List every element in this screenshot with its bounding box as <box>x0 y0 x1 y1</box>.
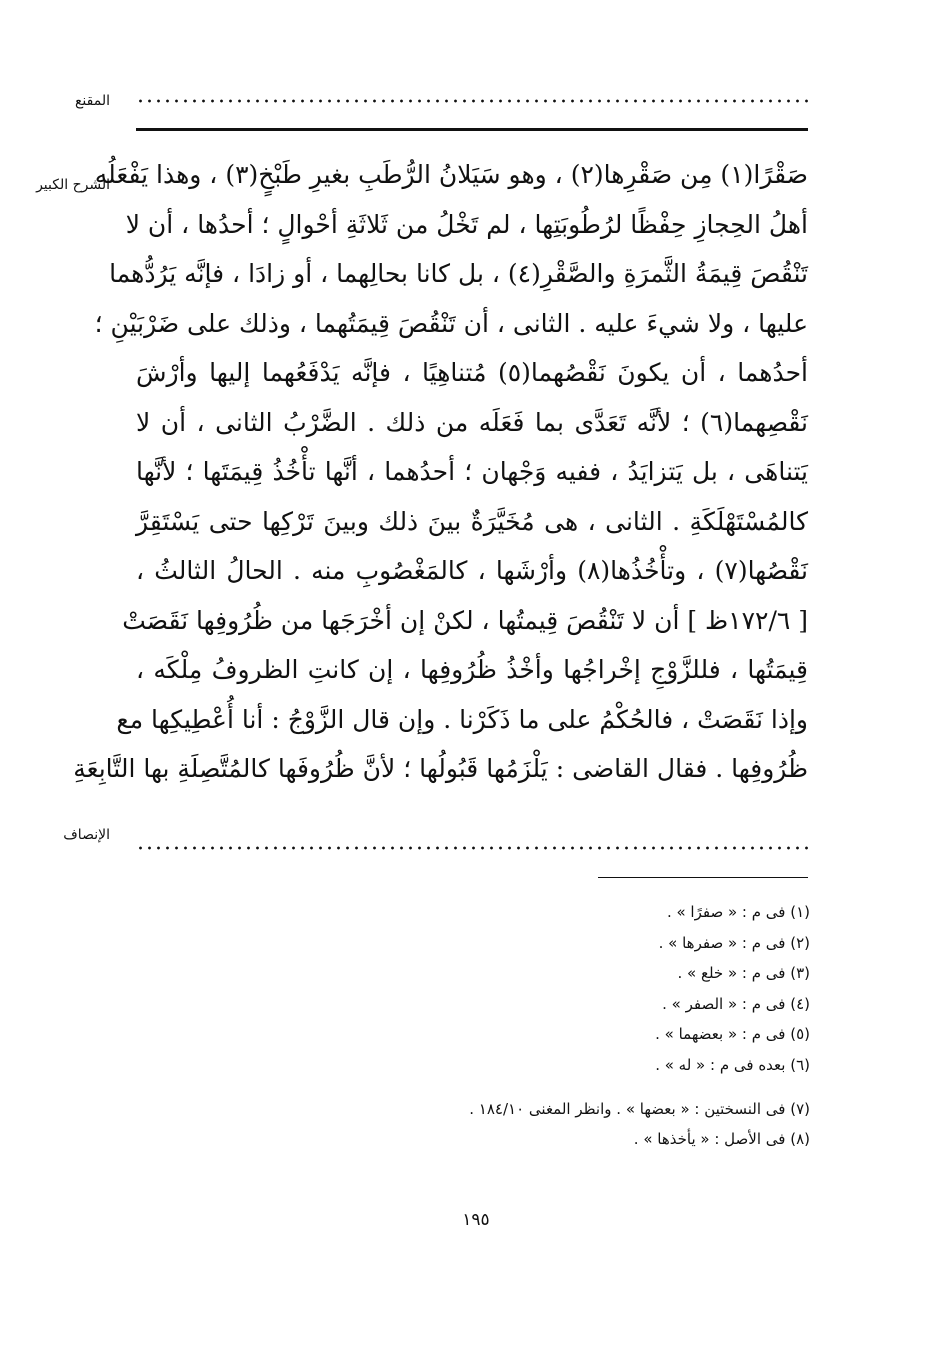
footnote: (٧) فى النسختين : « بعضها » . وانظر المغنى ١٨٤/١٠ . <box>469 1099 810 1118</box>
footnote: (٣) فى م : « خلع » . <box>677 964 810 983</box>
footnote: (١) فى م : « صفرًا » . <box>666 903 810 921</box>
text-line: أحدُهما ، أن يكونَ نَقْصُهما(٥) مُتناهِيًا ، فإنَّه يَدْفَعُهما إليها وأرْشَ <box>136 358 808 387</box>
footnotes-block <box>420 897 810 1155</box>
text-line: يَتناهَى ، بل يَتزايَدُ ، ففيه وَجْهان ؛ أحدُهما ، أنَّها تأْخُذُ قِيمَتَها ؛ لأنَّها <box>136 457 808 486</box>
text-line: تَنْقُصَ قِيمَةُ الثَّمرَةِ والصَّقْرِ(٤) ، بل كانا بحالِهما ، أو زادَا ، فإنَّه يَرُدُّهما <box>109 259 808 288</box>
header-dotted-line <box>136 99 808 103</box>
text-line: نَقْصُها(٧) ، وتأْخُذُها(٨) وأرْشَها ، كالمَغْصُوبِ منه . الحالُ الثالثُ ، <box>136 556 808 585</box>
side-label-sharh: الشرح الكبير <box>36 177 110 193</box>
footnote: (٢) فى م : « صفرها » . <box>658 933 810 952</box>
text-line: قِيمَتُها ، فللزَّوْجِ إخْراجُها وأخْذُ ظُرُوفِها ، إن كانتِ الظروفُ مِلْكَه ، <box>136 655 808 684</box>
footnote-separator <box>598 877 808 878</box>
text-line: صَقْرًا(١) مِن صَقْرِها(٢) ، وهو سَيَلانُ الرُّطَبِ بغيرِ طَبْخٍ(٣) ، وهذا يَفْعَلُه <box>94 160 808 189</box>
text-line: عليها ، ولا شيءَ عليه . الثانى ، أن تَنْقُصَ قِيمَتُهما ، وذلك على ضَرْبَيْنِ ؛ <box>94 308 808 338</box>
header-muqni-label: المقنع <box>74 93 110 109</box>
footnote-gap <box>420 1081 810 1094</box>
page-number: ١٩٥ <box>462 1210 490 1230</box>
text-line: نَقْصِهما(٦) ؛ لأنَّه تَعَدَّى بما فَعَلَه من ذلك . الضَّرْبُ الثانى ، أن لا <box>136 407 808 437</box>
footnote: (٨) فى الأصل : « يأخذها » . <box>633 1130 810 1149</box>
text-line: كالمُسْتَهْلَكَةِ . الثانى ، هى مُخَيَّرَةٌ بينَ ذلك وبينَ تَرْكِها حتى يَسْتَقِرَّ <box>136 506 808 536</box>
header-rule <box>136 128 808 131</box>
text-line: [ ١٧٢/٦ظ ] أن لا تَنْقُصَ قِيمتُها ، لكنْ إن أخْرَجَها من ظُرُوفِها نَقَصَتْ <box>122 605 808 635</box>
text-line: وإذا نَقَصَتْ ، فالحُكْمُ على ما ذَكَرْنا . وإن قال الزَّوْجُ : أنا أُعْطِيكِها مع <box>116 704 808 734</box>
footnote: (٦) بعده فى م : « له » . <box>655 1055 810 1074</box>
text-line: أهلُ الحِجازِ حِفْظًا لرُطُوبَتِها ، لم تَخْلُ من ثَلاثَةِ أحْوالٍ ؛ أحدُها ، أن لا <box>125 209 808 239</box>
insaf-dotted-line <box>136 846 808 850</box>
text-line: ظُرُوفِها . فقال القاضى : يَلْزَمُها قَبُولُها ؛ لأنَّ ظُرُوفَها كالمُتَّصِلَةِ بها التَّابِعَةِ <box>73 754 808 783</box>
footnote: (٥) فى م : « بعضهما » . <box>655 1025 810 1044</box>
side-label-insaf: الإنصاف <box>63 827 110 843</box>
footnote: (٤) فى م : « الصفر » . <box>662 994 810 1013</box>
